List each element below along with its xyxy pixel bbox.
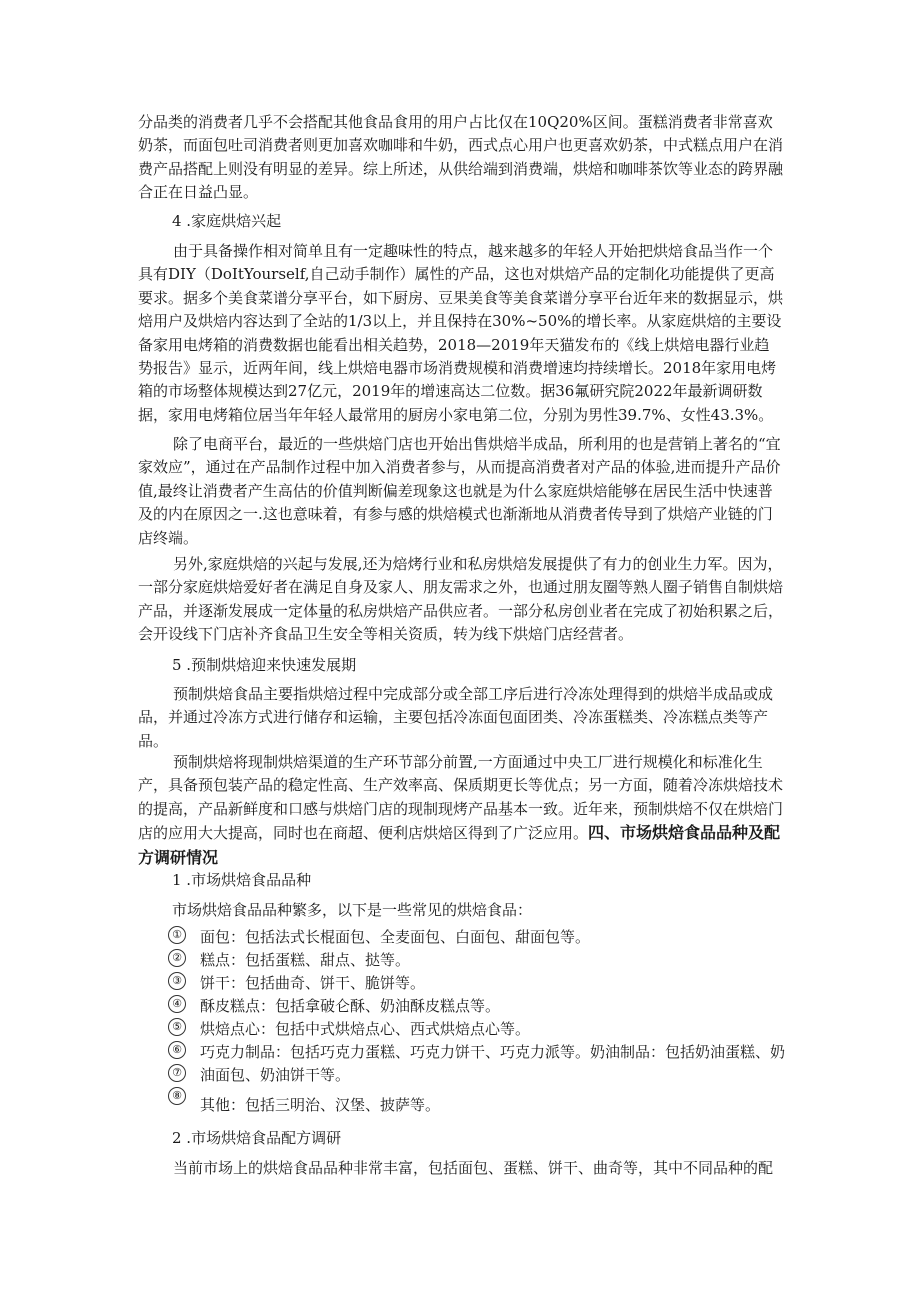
number-marker: ⑧ [168,1087,186,1105]
number-marker: ④ [168,995,186,1013]
paragraph-prefab-advantages [138,751,784,870]
number-marker: ② [168,949,186,967]
list-item-text: 面包：包括法式长棍面包、全麦面包、白面包、甜面包等。 [200,928,591,946]
list-item-text: 烘焙点心：包括中式烘焙点心、西式烘焙点心等。 [200,1020,531,1038]
paragraph-text: 由于具备操作相对简单且有一定趣味性的特点，越来越多的年轻人开始把烘焙食品当作一个具有DIY（DoItYourself,自己动手制作）属性的产品，这也对烘焙产品的定制化功能提供了更高要求。据多个美食菜谱分享平台，如下厨房、豆果美食等美食菜谱分享平台近年来的数据显示，烘焙用户及烘焙内容达到了全站的1/3以上，并且保持在30%~50%的增长率。从家庭烘焙的主要设备家用电烤箱的消费数据也能看出相关趋势，2018—2019年天猫发布的《线上烘焙电器行业趋势报告》显示，近两年间，线上烘焙电器市场消费规模和消费增速均持续增长。2018年家用电烤箱的市场整体规模达到27亿元，2019年的增速高达二位数。据36氟研究院2022年最新调研数据，家用电烤箱位居当年年轻人最常用的厨房小家电第二位，分别为男性39.7%、女性43.3%。 [138,242,784,424]
number-marker: ① [168,926,186,944]
paragraph-ikea-effect [138,433,784,550]
list-item-text: 糕点：包括蛋糕、甜点、挞等。 [200,951,411,969]
paragraph-text: 另外,家庭烘焙的兴起与发展,还为焙烤行业和私房烘焙发展提供了有力的创业生力军。因为，一部分家庭烘焙爱好者在满足自身及家人、朋友需求之外，也通过朋友圈等熟人圈子销售自制烘焙产品，并逐渐发展成一定体量的私房烘焙产品供应者。一部分私房创业者在完成了初始积累之后，会开设线下门店补齐食品卫生安全等相关资质，转为线下烘焙门店经营者。 [138,555,784,644]
list-item-text: 饼干：包括曲奇、饼干、脆饼等。 [200,974,426,992]
heading-market-recipes: 2 .市场烘焙食品配方调研 [172,1129,342,1147]
heading-prefab-baking: 5 .预制烘焙迎来快速发展期 [172,656,357,674]
list-item-text: 巧克力制品：包括巧克力蛋糕、巧克力饼干、巧克力派等。奶油制品：包括奶油蛋糕、奶油面包、奶油饼干等。 [200,1043,786,1084]
list-item-text: 其他：包括三明治、汉堡、披萨等。 [200,1096,441,1114]
heading-home-baking: 4 .家庭烘焙兴起 [172,212,282,230]
paragraph-text: 当前市场上的烘焙食品品种非常丰富，包括面包、蛋糕、饼干、曲奇等，其中不同品种的配 [173,1159,774,1177]
paragraph-prefab-definition [138,683,784,753]
section-heading-4: 四、市场烘焙食品品种及配方调研情况 [138,823,781,867]
number-marker: ⑤ [168,1018,186,1036]
number-marker: ⑦ [168,1064,186,1082]
paragraph-text: 分品类的消费者几乎不会搭配其他食品食用的用户占比仅在10Q20%区间。蛋糕消费者非常喜欢奶茶，而面包吐司消费者则更加喜欢咖啡和牛奶，西式点心用户也更喜欢奶茶，中式糕点用户在消费产品搭配上则没有明显的差异。综上所述，从供给端到消费端，烘焙和咖啡茶饮等业态的跨界融合正在日益凸显。 [138,113,784,202]
paragraph-recipes [138,1157,784,1180]
paragraph-home-baking [138,240,784,427]
number-marker: ⑥ [168,1041,186,1059]
paragraph-text: 除了电商平台，最近的一些烘焙门店也开始出售烘焙半成品，所利用的也是营销上著名的“宜家效应”，通过在产品制作过程中加入消费者参与，从而提高消费者对产品的体验,进而提升产品价值,最终让消费者产生高估的价值判断偏差现象这也就是为什么家庭烘焙能够在居民生活中快速普及的内在原因之一.这也意味着，有参与感的烘焙模式也渐渐地从消费者传导到了烘焙产业链的门店终端。 [138,435,781,547]
list-item-text: 酥皮糕点：包括拿破仑酥、奶油酥皮糕点等。 [200,997,501,1015]
paragraph-text: 预制烘焙将现制烘焙渠道的生产环节部分前置,一方面通过中央工厂进行规模化和标准化生产，具备预包装产品的稳定性高、生产效率高、保质期更长等优点；另一方面，随着冷冻烘焙技术的提高，产品新鲜度和口感与烘焙门店的现制现烤产品基本一致。近年来，预制烘焙不仅在烘焙门店的应用大大提高，同时也在商超、便利店烘焙区得到了广泛应用。四、市场烘焙食品品种及配方调研情况 [138,753,784,867]
paragraph-private-baking [138,553,784,647]
paragraph-consumer-pairing [138,111,784,205]
heading-market-varieties: 1 .市场烘焙食品品种 [172,871,312,889]
number-marker: ③ [168,972,186,990]
paragraph-text: 预制烘焙食品主要指烘焙过程中完成部分或全部工序后进行冷冻处理得到的烘焙半成品或成品，并通过冷冻方式进行储存和运输，主要包括冷冻面包面团类、冷冻蛋糕类、冷冻糕点类等产品。 [138,685,774,750]
list-intro: 市场烘焙食品品种繁多，以下是一些常见的烘焙食品： [172,901,533,919]
